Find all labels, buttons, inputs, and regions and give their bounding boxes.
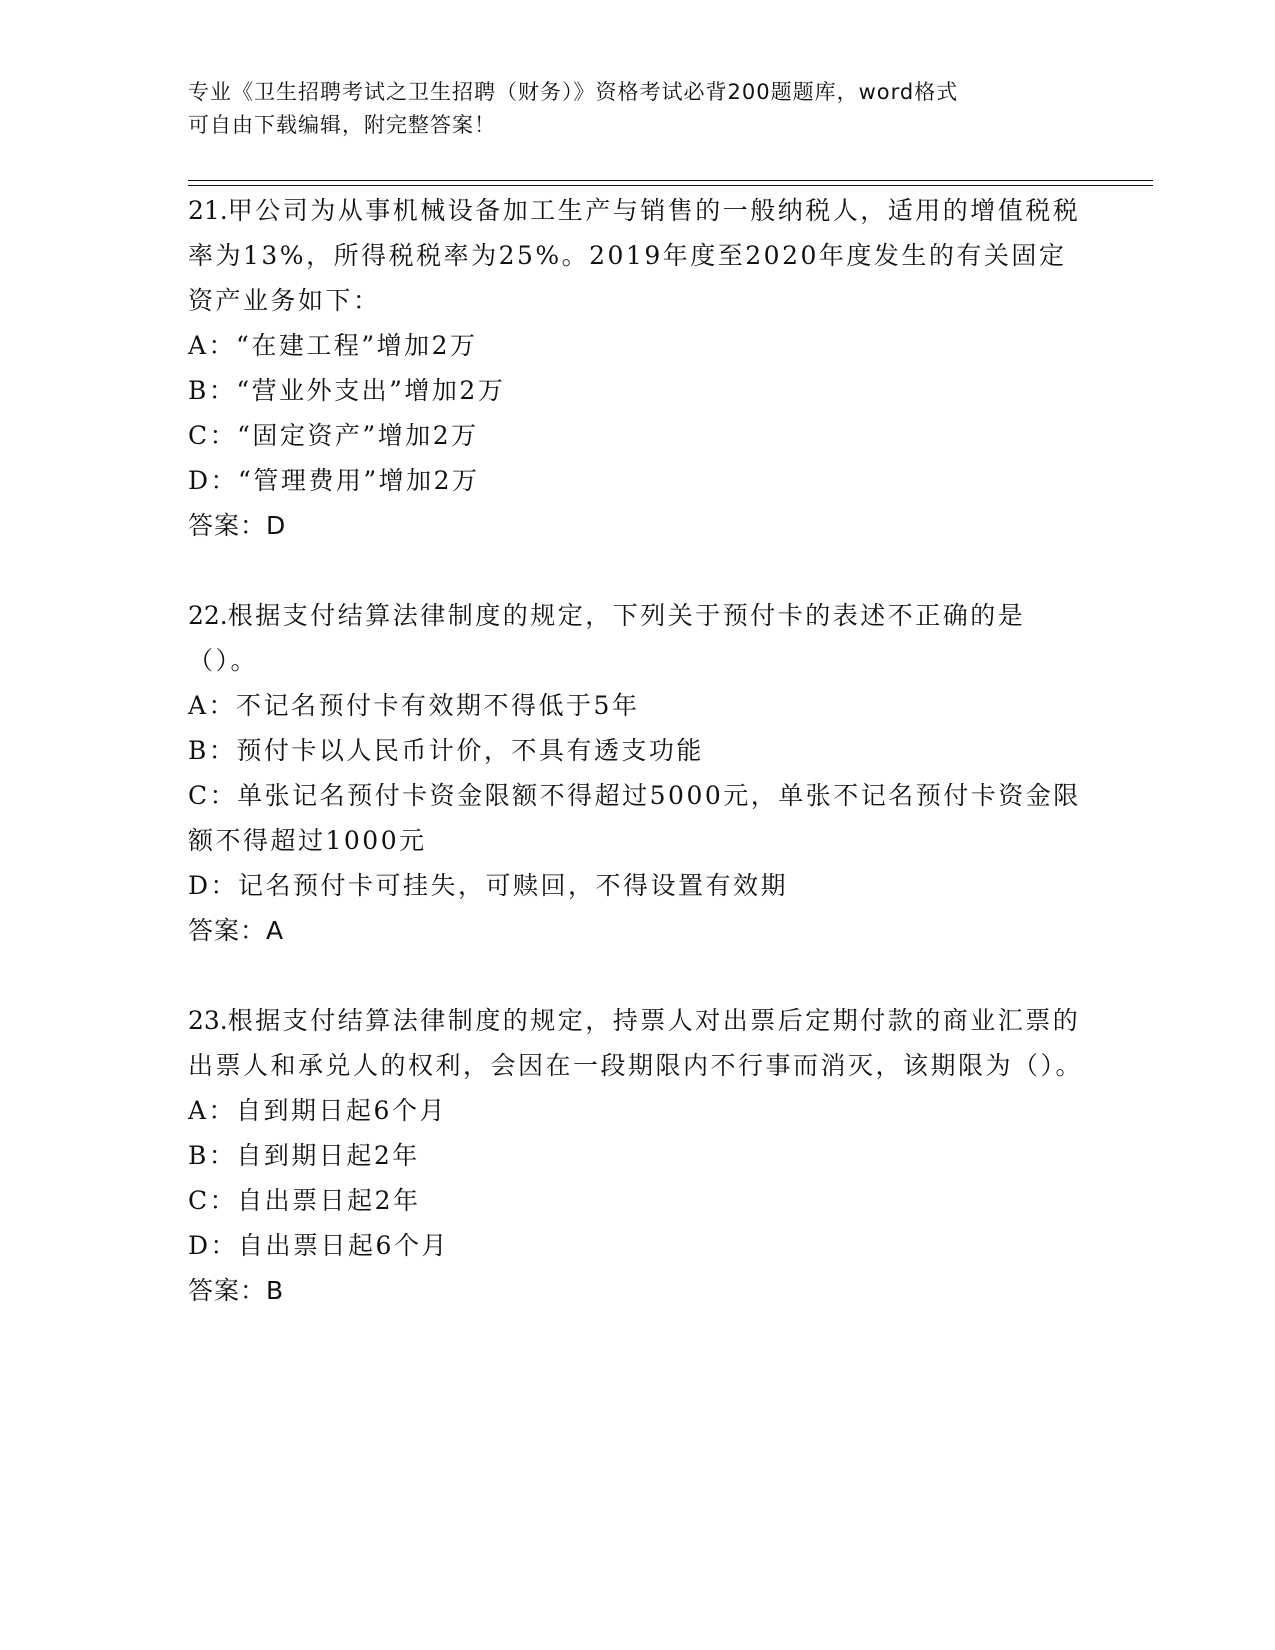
question-22 xyxy=(188,593,1088,953)
option-d: D：“管理费用”增加2万 xyxy=(188,466,480,495)
header-divider-bottom xyxy=(188,185,1153,186)
option-c: C：自出票日起2年 xyxy=(188,1186,421,1215)
question-stem xyxy=(188,593,1088,683)
question-stem xyxy=(188,188,1088,323)
option-d: D：自出票日起6个月 xyxy=(188,1231,449,1260)
question-23 xyxy=(188,998,1088,1313)
question-spacer xyxy=(188,953,1088,998)
option-b: B：“营业外支出”增加2万 xyxy=(188,376,506,405)
answer-text: 答案：A xyxy=(188,916,285,945)
question-spacer xyxy=(188,548,1088,593)
option-a: A：自到期日起6个月 xyxy=(188,1096,447,1125)
question-21 xyxy=(188,188,1088,548)
option-c: C：单张记名预付卡资金限额不得超过5000元，单张不记名预付卡资金限额不得超过1000元 xyxy=(188,781,1081,855)
question-stem xyxy=(188,998,1088,1088)
option-c: C：“固定资产”增加2万 xyxy=(188,421,479,450)
option-a: A：“在建工程”增加2万 xyxy=(188,331,478,360)
question-number: 21. xyxy=(188,196,228,225)
question-number: 22. xyxy=(188,601,228,630)
option-b: B：预付卡以人民币计价，不具有透支功能 xyxy=(188,736,704,765)
option-b: B：自到期日起2年 xyxy=(188,1141,420,1170)
header-line-1: 专业《卫生招聘考试之卫生招聘（财务）》资格考试必背200题题库，word格式 xyxy=(188,80,959,104)
question-text: 根据支付结算法律制度的规定，下列关于预付卡的表述不正确的是（）。 xyxy=(188,601,1026,675)
header-divider-top xyxy=(188,180,1153,181)
question-text: 根据支付结算法律制度的规定，持票人对出票后定期付款的商业汇票的出票人和承兑人的权利，会因在一段期限内不行事而消灭，该期限为（）。 xyxy=(188,1006,1084,1080)
option-d: D：记名预付卡可挂失，可赎回，不得设置有效期 xyxy=(188,871,789,900)
question-list xyxy=(188,188,1088,1313)
option-a: A：不记名预付卡有效期不得低于5年 xyxy=(188,691,640,720)
header-line-2: 可自由下载编辑，附完整答案！ xyxy=(188,113,496,137)
question-number: 23. xyxy=(188,1006,228,1035)
question-text: 甲公司为从事机械设备加工生产与销售的一般纳税人，适用的增值税税率为13%，所得税税率为25%。2019年度至2020年度发生的有关固定资产业务如下： xyxy=(188,196,1081,315)
document-header xyxy=(188,76,1068,142)
answer-text: 答案：D xyxy=(188,511,287,540)
answer-text: 答案：B xyxy=(188,1276,285,1305)
